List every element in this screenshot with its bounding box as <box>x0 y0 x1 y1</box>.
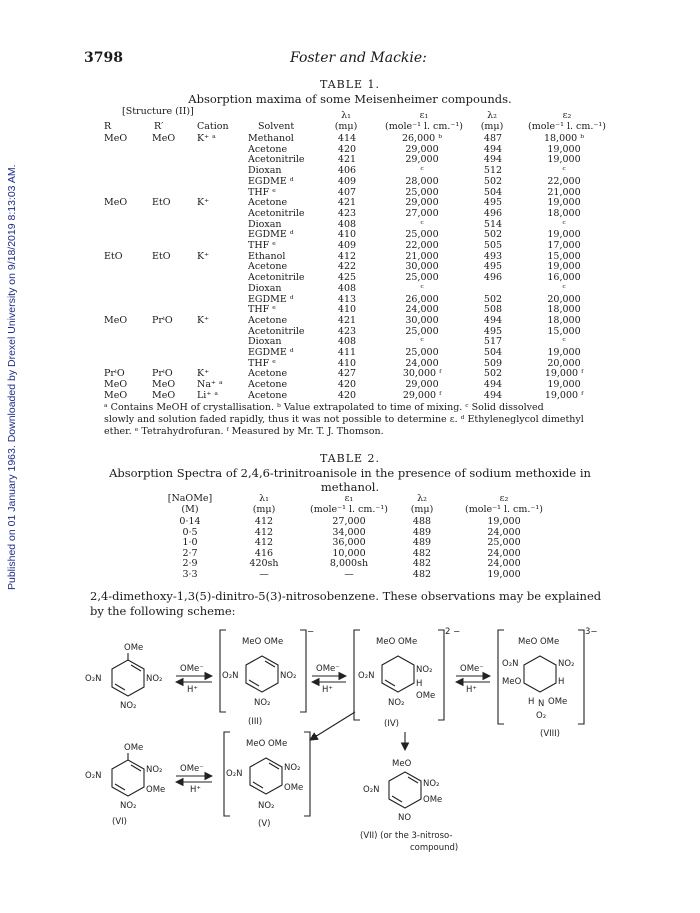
svg-text:O₂N: O₂N <box>85 771 102 781</box>
table-cell: 509 <box>483 357 503 369</box>
table-cell: MeO <box>152 379 176 391</box>
table-cell: 494 <box>483 389 503 401</box>
table-cell: THF ᵉ <box>248 304 276 316</box>
table-cell: 409 <box>337 240 357 251</box>
table-cell: 24,000 <box>487 547 521 559</box>
table-cell: Acetonitrile <box>248 325 305 337</box>
table-cell: 19,000 ᶠ <box>544 389 584 401</box>
table-cell: Acetonitrile <box>248 154 305 166</box>
table-cell: 413 <box>337 293 357 305</box>
table-cell: Acetonitrile <box>248 272 305 284</box>
table-cell: EGDME ᵈ <box>248 229 294 241</box>
table-cell: ᶜ <box>420 282 424 294</box>
svg-text:compound): compound) <box>410 843 459 853</box>
table-cell: 482 <box>412 569 432 580</box>
svg-text:NO₂: NO₂ <box>120 701 137 711</box>
table-cell: 421 <box>337 314 357 326</box>
table-cell: 24,000 <box>405 357 439 369</box>
table-cell: THF ᵉ <box>248 186 276 198</box>
footnote-line: ether. ᵉ Tetrahydrofuran. ᶠ Measured by Mr. T. J. Thomson. <box>104 426 384 437</box>
table-cell: EtO <box>152 250 171 262</box>
table-cell: 20,000 <box>547 357 581 369</box>
col-eps1: ε₁ (mole⁻¹ l. cm.⁻¹) <box>385 110 463 132</box>
table-cell: Acetonitrile <box>248 207 305 219</box>
col-t2-lambda1: λ₁ (mμ) <box>252 493 276 515</box>
svg-text:NO₂: NO₂ <box>120 801 137 811</box>
table-cell: 495 <box>483 325 503 337</box>
table-cell: ᶜ <box>420 218 424 230</box>
table-cell: PrⁱO <box>152 368 173 380</box>
table-cell: K⁺ <box>197 368 210 380</box>
table-cell: 16,000 <box>547 272 581 284</box>
table-cell: 25,000 <box>405 229 439 241</box>
svg-text:(V): (V) <box>258 819 271 829</box>
compound-viii <box>498 627 598 739</box>
table-cell: 2·7 <box>182 547 198 559</box>
table-cell: 517 <box>483 336 503 348</box>
table-cell: 502 <box>483 229 503 241</box>
table-cell: Dioxan <box>248 282 282 294</box>
table-cell: THF ᵉ <box>248 357 276 369</box>
table-cell: 487 <box>483 133 503 144</box>
table-cell: 20,000 <box>547 293 581 305</box>
table-cell: K⁺ <box>197 197 210 209</box>
table-cell: 421 <box>337 154 357 166</box>
table-cell: 18,000 <box>547 207 581 219</box>
svg-text:O₂N: O₂N <box>363 785 380 795</box>
table-cell: 19,000 <box>547 143 581 155</box>
svg-text:H⁺: H⁺ <box>187 685 198 695</box>
table-cell: 19,000 <box>547 154 581 166</box>
table-cell: EGDME ᵈ <box>248 347 294 358</box>
svg-text:OMe: OMe <box>284 783 304 793</box>
table-cell: 0·5 <box>182 526 198 538</box>
svg-text:MeO OMe: MeO OMe <box>242 637 284 647</box>
table-cell: K⁺ <box>197 314 210 326</box>
table-cell: 496 <box>483 272 503 284</box>
svg-text:NO₂: NO₂ <box>258 801 275 811</box>
table-cell: 27,000 <box>405 207 439 219</box>
svg-text:−: − <box>307 627 315 637</box>
table-cell: 508 <box>483 304 503 316</box>
table-cell: 409 <box>337 175 357 187</box>
svg-text:3−: 3− <box>585 627 598 637</box>
table-cell: 420 <box>337 143 357 155</box>
table-cell: 420 <box>337 389 357 401</box>
table-cell: 416 <box>254 547 274 559</box>
col-naome: [NaOMe] (M) <box>167 493 213 515</box>
footnote-line: ᵃ Contains MeOH of crystallisation. ᵇ Value extrapolated to time of mixing. ᶜ Solid dissolved <box>104 402 544 413</box>
table-cell: ᶜ <box>562 282 566 294</box>
table-cell: 19,000 <box>547 229 581 241</box>
compound-iii <box>220 627 314 727</box>
table-cell: 411 <box>337 347 357 358</box>
table-cell: 502 <box>483 368 503 380</box>
table-cell: 407 <box>337 186 357 198</box>
table-cell: 21,000 <box>405 250 439 262</box>
svg-text:(III): (III) <box>248 717 263 727</box>
table-cell: Acetone <box>248 197 288 209</box>
svg-text:−: − <box>311 731 319 741</box>
table-cell: 1·0 <box>182 537 198 549</box>
reaction-scheme <box>0 620 700 880</box>
table-cell: 494 <box>483 154 503 166</box>
table-cell: MeO <box>152 389 176 401</box>
table-cell: 18,000 <box>547 304 581 316</box>
table-cell: 489 <box>412 526 432 538</box>
table-cell: Li⁺ ᵃ <box>197 389 219 401</box>
table-cell: 17,000 <box>547 240 581 251</box>
table-cell: Methanol <box>248 133 294 144</box>
svg-text:NO₂: NO₂ <box>284 763 301 773</box>
table-cell: 2·9 <box>182 558 198 570</box>
svg-text:O₂N: O₂N <box>226 769 243 779</box>
table-cell: 494 <box>483 143 503 155</box>
svg-text:(VIII): (VIII) <box>540 729 560 739</box>
table-cell: 8,000sh <box>329 558 369 570</box>
paragraph-line: 2,4-dimethoxy-1,3(5)-dinitro-5(3)-nitrosobenzene. These observations may be explained <box>90 589 602 603</box>
table-cell: 25,000 <box>405 347 439 358</box>
table1-footnotes <box>104 402 604 438</box>
svg-text:OMe⁻: OMe⁻ <box>316 664 340 674</box>
table-cell: 15,000 <box>547 325 581 337</box>
table-cell: K⁺ <box>197 250 210 262</box>
svg-text:H: H <box>416 679 423 689</box>
col-lambda2: λ₂ (mμ) <box>480 110 504 132</box>
svg-text:NO₂: NO₂ <box>558 659 575 669</box>
table-cell: 3·3 <box>182 569 198 580</box>
svg-text:H⁺: H⁺ <box>322 685 333 695</box>
table-cell: Dioxan <box>248 218 282 230</box>
table-cell: EGDME ᵈ <box>248 175 294 187</box>
table-cell: 26,000 <box>405 293 439 305</box>
compound-vi <box>85 743 165 827</box>
table-cell: 488 <box>412 516 432 527</box>
table-cell: 423 <box>337 207 357 219</box>
table1-label: TABLE 1. <box>319 78 381 91</box>
col-lambda1: λ₁ (mμ) <box>334 110 358 132</box>
table-cell: EtO <box>152 197 171 209</box>
col-eps2: ε₂ (mole⁻¹ l. cm.⁻¹) <box>528 110 606 132</box>
table-cell: 427 <box>337 368 357 380</box>
table-cell: 18,000 ᵇ <box>543 133 585 144</box>
svg-text:NO₂: NO₂ <box>280 671 297 681</box>
table-cell: 514 <box>483 218 503 230</box>
table-cell: Na⁺ ᵃ <box>197 379 223 391</box>
table-cell: 25,000 <box>405 325 439 337</box>
table-cell: 22,000 <box>547 175 581 187</box>
table-cell: 30,000 <box>405 261 439 273</box>
table-cell: Acetone <box>248 143 288 155</box>
table-cell: MeO <box>152 133 176 144</box>
svg-text:OMe⁻: OMe⁻ <box>460 664 484 674</box>
table-cell: Acetone <box>248 379 288 391</box>
table-cell: 34,000 <box>332 526 366 538</box>
col-t2-lambda2: λ₂ (mμ) <box>410 493 434 515</box>
table-cell: 29,000 <box>405 143 439 155</box>
table-cell: 25,000 <box>487 537 521 549</box>
table-cell: 30,000 ᶠ <box>402 368 442 380</box>
col-cation: Cation <box>197 121 229 132</box>
svg-text:OMe: OMe <box>124 643 144 653</box>
svg-text:NO₂: NO₂ <box>423 779 440 789</box>
table-cell: 495 <box>483 197 503 209</box>
table-cell: 29,000 ᶠ <box>402 389 442 401</box>
svg-text:NO₂: NO₂ <box>146 765 163 775</box>
table-cell: 420sh <box>249 558 279 570</box>
compound-vii <box>360 759 458 853</box>
svg-text:2 −: 2 − <box>445 627 461 637</box>
table-cell: 19,000 ᶠ <box>544 368 584 380</box>
svg-text:NO: NO <box>398 813 412 823</box>
svg-text:(VI): (VI) <box>112 817 127 827</box>
table-cell: 502 <box>483 175 503 187</box>
table-cell: 410 <box>337 229 357 241</box>
table-cell: 26,000 ᵇ <box>401 133 443 144</box>
table-cell: Acetone <box>248 368 288 380</box>
table-cell: THF ᵉ <box>248 240 276 251</box>
svg-text:OMe: OMe <box>423 795 443 805</box>
footnote-line: slowly and solution faded rapidly, thus it was not possible to determine ε. ᵈ Ethyleneglycol dimethyl <box>104 414 584 425</box>
svg-text:O₂N: O₂N <box>358 671 375 681</box>
table-cell: K⁺ ᵃ <box>197 133 216 144</box>
table-cell: 29,000 <box>405 379 439 391</box>
table-cell: 494 <box>483 314 503 326</box>
table-cell: 420 <box>337 379 357 391</box>
svg-text:NO₂: NO₂ <box>388 698 405 708</box>
table-cell: 410 <box>337 304 357 316</box>
svg-text:(IV): (IV) <box>384 719 399 729</box>
table-cell: — <box>344 569 354 580</box>
table-cell: ᶜ <box>562 336 566 348</box>
table-cell: 19,000 <box>547 347 581 358</box>
table-cell: 15,000 <box>547 250 581 262</box>
table-cell: Ethanol <box>248 250 286 262</box>
table-cell: Dioxan <box>248 165 282 177</box>
table-cell: Dioxan <box>248 336 282 348</box>
compound-iv <box>354 627 460 729</box>
table-cell: MeO <box>104 314 128 326</box>
download-watermark: Published on 01 January 1963. Downloaded by Drexel University on 9/18/2019 8:13:03 AM. <box>6 164 18 590</box>
table-cell: 19,000 <box>547 197 581 209</box>
svg-text:H⁺: H⁺ <box>466 685 477 695</box>
svg-text:MeO: MeO <box>392 759 412 769</box>
table-cell: Acetone <box>248 314 288 326</box>
page-number: 3798 <box>84 50 123 66</box>
table-cell: 36,000 <box>332 537 366 549</box>
table-cell: 505 <box>483 240 503 251</box>
svg-text:O₂N: O₂N <box>85 674 102 684</box>
table-cell: Acetone <box>248 389 288 401</box>
table-cell: 408 <box>337 218 357 230</box>
table-cell: 406 <box>337 165 357 177</box>
svg-text:OMe⁻: OMe⁻ <box>180 664 204 674</box>
table-cell: 422 <box>337 261 357 273</box>
svg-text:OMe: OMe <box>124 743 144 753</box>
col-solvent: Solvent <box>258 121 295 132</box>
compound-v <box>224 731 318 829</box>
table1-title: Absorption maxima of some Meisenheimer compounds. <box>188 92 512 106</box>
page-header <box>84 50 604 68</box>
col-r: R <box>104 121 112 132</box>
table-cell: 22,000 <box>405 240 439 251</box>
table-cell: 19,000 <box>487 516 521 527</box>
table-cell: 496 <box>483 207 503 219</box>
table-cell: 421 <box>337 197 357 209</box>
table-cell: MeO <box>104 133 128 144</box>
table-cell: 24,000 <box>405 304 439 316</box>
table-cell: 504 <box>483 186 503 198</box>
table-cell: 28,000 <box>405 175 439 187</box>
table-cell: 512 <box>483 165 503 177</box>
svg-text:OMe: OMe <box>548 697 568 707</box>
table2-label: TABLE 2. <box>319 452 381 465</box>
table-cell: 412 <box>254 516 274 527</box>
svg-text:MeO: MeO <box>502 677 522 687</box>
table-cell: 482 <box>412 558 432 570</box>
table-cell: 493 <box>483 250 503 262</box>
col-t2-eps1: ε₁ (mole⁻¹ l. cm.⁻¹) <box>310 493 388 515</box>
table-cell: PrⁱO <box>152 314 173 326</box>
table-cell: 25,000 <box>405 272 439 284</box>
table-cell: 425 <box>337 272 357 284</box>
svg-text:H⁺: H⁺ <box>190 785 201 795</box>
table-cell: 502 <box>483 293 503 305</box>
svg-text:NO₂: NO₂ <box>146 674 163 684</box>
table-cell: EGDME ᵈ <box>248 293 294 305</box>
svg-text:(VII) (or the 3-nitroso-: (VII) (or the 3-nitroso- <box>360 831 453 841</box>
table-cell: 25,000 <box>405 186 439 198</box>
table-cell: 24,000 <box>487 526 521 538</box>
svg-text:N: N <box>538 699 545 709</box>
table-cell: 408 <box>337 282 357 294</box>
table-cell: 30,000 <box>405 314 439 326</box>
table-cell: 504 <box>483 347 503 358</box>
running-title: Foster and Mackie: <box>290 50 427 66</box>
svg-text:MeO OMe: MeO OMe <box>246 739 288 749</box>
svg-text:O₂: O₂ <box>536 711 547 721</box>
table-cell: 412 <box>337 250 357 262</box>
table-cell: MeO <box>104 389 128 401</box>
svg-text:NO₂: NO₂ <box>416 665 433 675</box>
table-cell: 495 <box>483 261 503 273</box>
table-cell: 19,000 <box>547 379 581 391</box>
table-cell: 423 <box>337 325 357 337</box>
table-cell: 412 <box>254 526 274 538</box>
table-cell: 29,000 <box>405 197 439 209</box>
table-cell: 27,000 <box>332 516 366 527</box>
svg-text:NO₂: NO₂ <box>254 698 271 708</box>
table-cell: EtO <box>104 250 123 262</box>
table-cell: 412 <box>254 537 274 549</box>
table-cell: ᶜ <box>562 165 566 177</box>
table-cell: 24,000 <box>487 558 521 570</box>
table-cell: MeO <box>104 379 128 391</box>
table-cell: 10,000 <box>332 547 366 559</box>
col-r-prime: R′ <box>154 121 164 132</box>
compound-trinitroanisole <box>85 643 162 711</box>
col-t2-eps2: ε₂ (mole⁻¹ l. cm.⁻¹) <box>465 493 543 515</box>
svg-text:O₂N: O₂N <box>222 671 239 681</box>
svg-text:H: H <box>528 697 535 707</box>
table-cell: ᶜ <box>420 165 424 177</box>
table-cell: 410 <box>337 357 357 369</box>
table-cell: 29,000 <box>405 154 439 166</box>
svg-text:OMe⁻: OMe⁻ <box>180 764 204 774</box>
svg-text:OMe: OMe <box>416 691 436 701</box>
table-cell: 489 <box>412 537 432 549</box>
table-cell: 414 <box>337 133 357 144</box>
svg-text:OMe: OMe <box>146 785 166 795</box>
table-cell: 482 <box>412 547 432 559</box>
table1-structure-label: [Structure (II)] <box>122 106 194 117</box>
table-cell: — <box>259 569 269 580</box>
table-cell: 0·14 <box>179 516 201 527</box>
paragraph-line: by the following scheme: <box>90 604 236 618</box>
table-cell: 18,000 <box>547 314 581 326</box>
svg-text:MeO OMe: MeO OMe <box>518 637 560 647</box>
svg-text:H: H <box>558 677 565 687</box>
svg-text:MeO OMe: MeO OMe <box>376 637 418 647</box>
table-cell: 494 <box>483 379 503 391</box>
table-cell: 408 <box>337 336 357 348</box>
table2-title-cont: methanol. <box>320 480 380 494</box>
table-cell: ᶜ <box>420 336 424 348</box>
table-cell: 19,000 <box>547 261 581 273</box>
table-cell: MeO <box>104 197 128 209</box>
table-cell: Acetone <box>248 261 288 273</box>
table-cell: ᶜ <box>562 218 566 230</box>
table-cell: 19,000 <box>487 569 521 580</box>
table-cell: PrⁱO <box>104 368 125 380</box>
table2-title: Absorption Spectra of 2,4,6-trinitroanisole in the presence of sodium methoxide in <box>109 466 591 480</box>
body-paragraph <box>90 589 610 619</box>
svg-text:O₂N: O₂N <box>502 659 519 669</box>
table-cell: 21,000 <box>547 186 581 198</box>
